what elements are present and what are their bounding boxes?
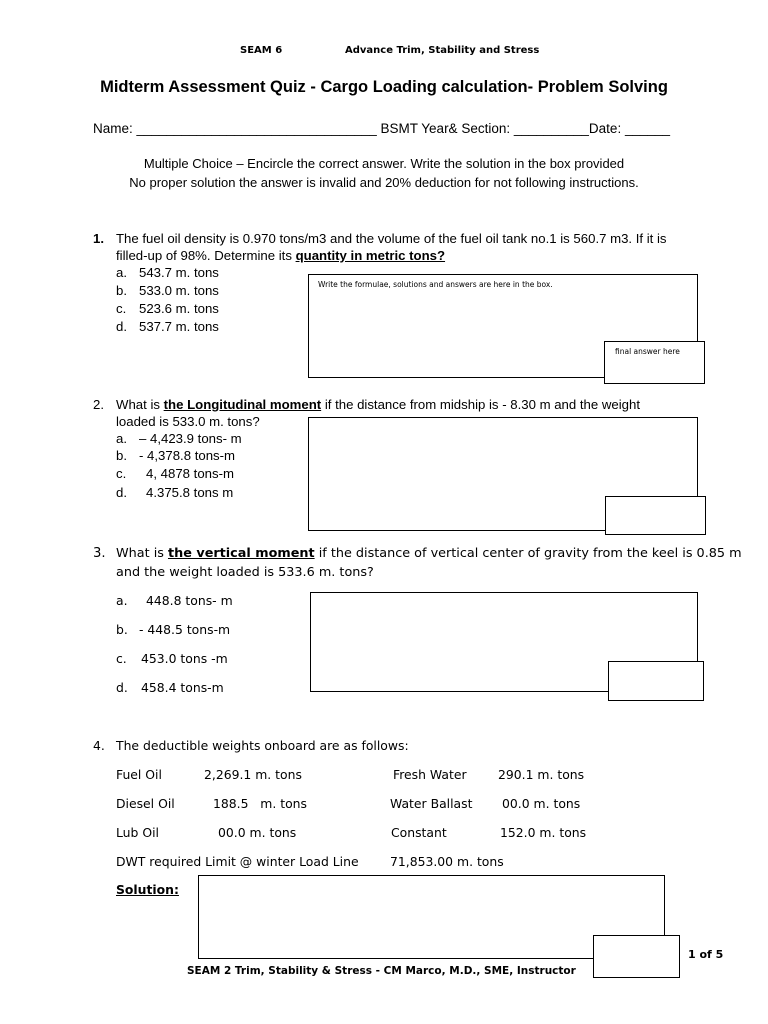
page-title: Midterm Assessment Quiz - Cargo Loading calculation- Problem Solving — [100, 78, 668, 96]
q4-final-answer-box[interactable] — [593, 935, 680, 978]
q3-option-a-text[interactable]: 448.8 tons- m — [146, 593, 233, 608]
student-info-line: Name: ________________________________ BSMT Year& Section: __________Date: ______ — [93, 121, 670, 136]
q3-text-start: What is — [116, 546, 168, 561]
course-code: SEAM 6 — [240, 45, 283, 56]
q3-option-b-text[interactable]: - 448.5 tons-m — [139, 622, 231, 637]
q4-value-water-ballast: 00.0 m. tons — [502, 796, 581, 811]
q2-option-c-text[interactable]: 4, 4878 tons-m — [146, 466, 234, 481]
q4-dwt-label: DWT required Limit @ winter Load Line — [116, 854, 359, 869]
q3-emphasis: the vertical moment — [167, 546, 315, 561]
q1-box-hint: Write the formulae, solutions and answers are here in the box. — [318, 280, 553, 289]
q2-option-a-text[interactable]: – 4,423.9 tons- m — [139, 431, 242, 446]
instruction-line-2: No proper solution the answer is invalid and 20% deduction for not following instructions. — [129, 175, 639, 190]
q3-number: 3. — [93, 546, 106, 561]
q2-text-line2: loaded is 533.0 m. tons? — [116, 414, 260, 429]
q4-value-fuel-oil: 2,269.1 m. tons — [204, 767, 302, 782]
q1-option-b-text[interactable]: 533.0 m. tons — [139, 283, 219, 298]
q3-option-c-text[interactable]: 453.0 tons -m — [141, 651, 228, 666]
q1-option-c-letter[interactable]: c. — [116, 301, 127, 316]
q1-text-line2-start: filled-up of 98%. Determine its — [116, 248, 296, 263]
q1-number: 1. — [93, 231, 104, 246]
q3-option-d-letter[interactable]: d. — [116, 680, 128, 695]
q3-option-b-letter[interactable]: b. — [116, 622, 128, 637]
q2-text-start: What is — [116, 397, 164, 412]
q3-final-answer-box[interactable] — [608, 661, 704, 701]
q3-text-line1 — [116, 545, 742, 562]
q3-text-line2: and the weight loaded is 533.6 m. tons? — [116, 565, 374, 580]
q2-emphasis: the Longitudinal moment — [163, 397, 322, 412]
q1-option-d-text[interactable]: 537.7 m. tons — [139, 319, 219, 334]
q4-label-constant: Constant — [391, 825, 447, 840]
footer-credit: SEAM 2 Trim, Stability & Stress - CM Marco, M.D., SME, Instructor — [187, 965, 576, 977]
q2-text-end: if the distance from midship is - 8.30 m and the weight — [321, 397, 641, 412]
q3-option-a-letter[interactable]: a. — [116, 593, 128, 608]
q2-option-d-letter[interactable]: d. — [116, 485, 127, 500]
q1-option-c-text[interactable]: 523.6 m. tons — [139, 301, 219, 316]
q2-option-c-letter[interactable]: c. — [116, 466, 127, 481]
q3-option-d-text[interactable]: 458.4 tons-m — [141, 680, 224, 695]
q1-option-d-letter[interactable]: d. — [116, 319, 127, 334]
q4-label-water-ballast: Water Ballast — [390, 796, 473, 811]
q4-dwt-value: 71,853.00 m. tons — [390, 854, 504, 869]
q1-option-a-letter[interactable]: a. — [116, 265, 127, 280]
q2-option-a-letter[interactable]: a. — [116, 431, 127, 446]
q4-value-diesel-oil: 188.5 m. tons — [213, 796, 307, 811]
q2-final-answer-box[interactable] — [605, 496, 706, 535]
q4-value-lub-oil: 00.0 m. tons — [218, 825, 297, 840]
q4-label-fresh-water: Fresh Water — [393, 767, 467, 782]
q4-value-fresh-water: 290.1 m. tons — [498, 767, 585, 782]
q2-option-b-text[interactable]: - 4,378.8 tons-m — [139, 448, 236, 463]
q4-solution-label: Solution: — [116, 882, 179, 897]
course-title: Advance Trim, Stability and Stress — [345, 45, 540, 56]
q1-text-line2 — [116, 247, 445, 264]
q4-number: 4. — [93, 738, 105, 753]
q2-option-b-letter[interactable]: b. — [116, 448, 127, 463]
instruction-line-1: Multiple Choice – Encircle the correct answer. Write the solution in the box provided — [143, 156, 625, 171]
q3-text-end: if the distance of vertical center of gravity from the keel is 0.85 m — [314, 546, 742, 561]
q4-value-constant: 152.0 m. tons — [500, 825, 587, 840]
q1-text-line1: The fuel oil density is 0.970 tons/m3 and the volume of the fuel oil tank no.1 is 560.7 m3. If it is — [116, 231, 667, 246]
q4-text: The deductible weights onboard are as follows: — [116, 738, 409, 753]
q1-final-hint: final answer here — [615, 347, 680, 356]
q4-label-diesel-oil: Diesel Oil — [116, 796, 175, 811]
q2-text-line1 — [116, 396, 640, 413]
q4-label-lub-oil: Lub Oil — [116, 825, 159, 840]
q1-option-a-text[interactable]: 543.7 m. tons — [139, 265, 219, 280]
q2-number: 2. — [93, 397, 104, 412]
q4-label-fuel-oil: Fuel Oil — [116, 767, 162, 782]
q2-option-d-text[interactable]: 4.375.8 tons m — [146, 485, 234, 500]
q1-option-b-letter[interactable]: b. — [116, 283, 127, 298]
q1-emphasis: quantity in metric tons? — [295, 248, 446, 263]
page-number: 1 of 5 — [688, 948, 724, 961]
q3-option-c-letter[interactable]: c. — [116, 651, 127, 666]
